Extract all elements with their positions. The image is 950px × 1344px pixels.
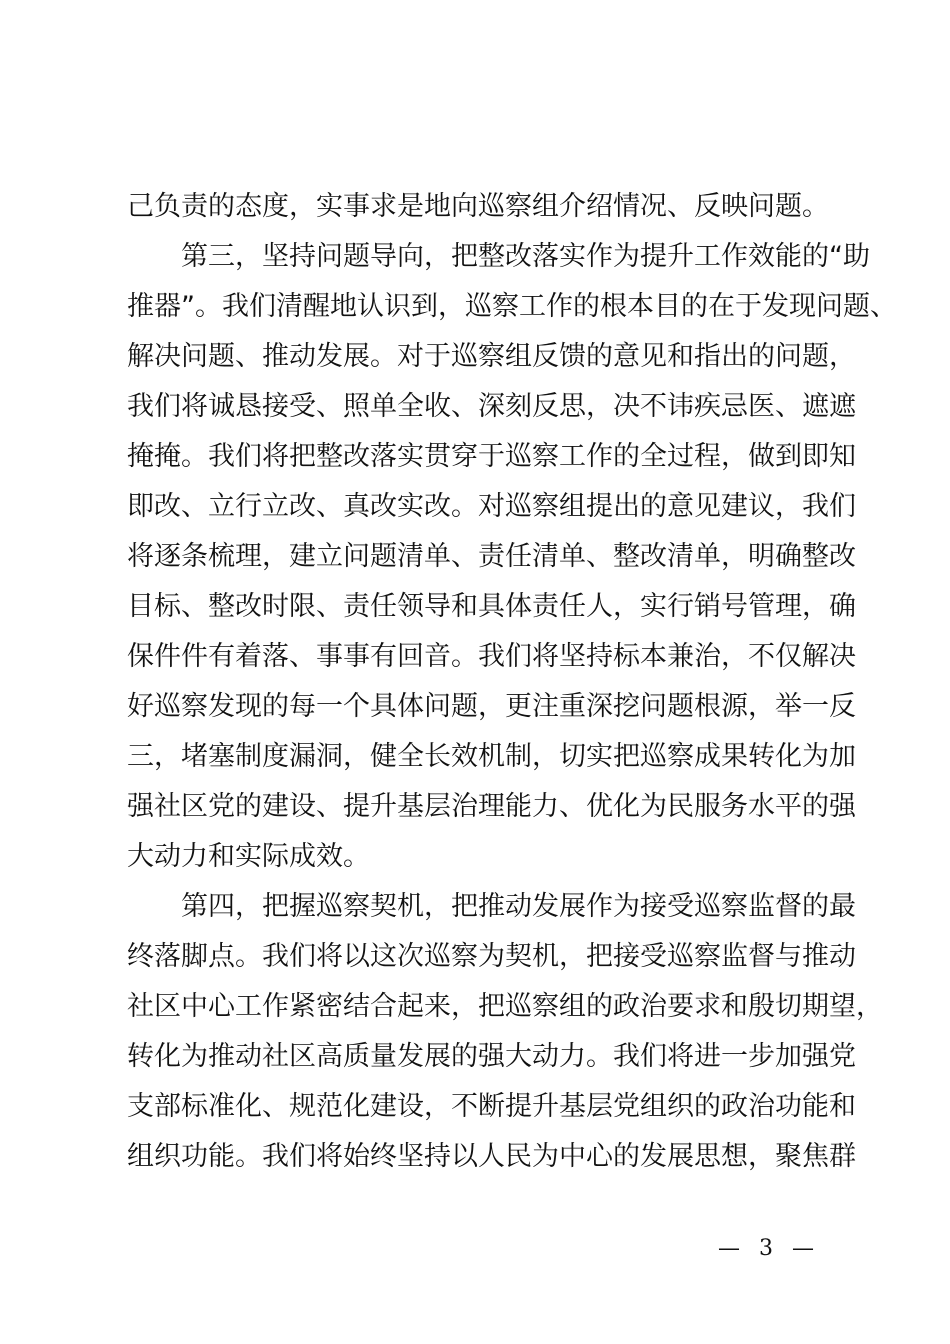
text-line: 我们将诚恳接受、照单全收、深刻反思，决不讳疾忌医、遮遮 [127,391,856,422]
text-line: 三，堵塞制度漏洞，健全长效机制，切实把巡察成果转化为加 [127,741,856,772]
text-line: 转化为推动社区高质量发展的强大动力。我们将进一步加强党 [127,1041,856,1072]
text-line: 保件件有着落、事事有回音。我们将坚持标本兼治，不仅解决 [127,641,856,672]
text-line: 即改、立行立改、真改实改。对巡察组提出的意见建议，我们 [127,491,856,522]
text-line: 掩掩。我们将把整改落实贯穿于巡察工作的全过程，做到即知 [127,441,856,472]
text-line: 目标、整改时限、责任领导和具体责任人，实行销号管理，确 [127,591,856,622]
text-line: 好巡察发现的每一个具体问题，更注重深挖问题根源，举一反 [127,691,856,722]
text-line: 组织功能。我们将始终坚持以人民为中心的发展思想，聚焦群 [127,1141,856,1172]
text-line: 己负责的态度，实事求是地向巡察组介绍情况、反映问题。 [127,191,829,222]
text-line: 将逐条梳理，建立问题清单、责任清单、整改清单，明确整改 [127,541,856,572]
text-line: 大动力和实际成效。 [127,841,370,872]
text-line: 支部标准化、规范化建设，不断提升基层党组织的政治功能和 [127,1091,856,1122]
text-line: 推器”。我们清醒地认识到，巡察工作的根本目的在于发现问题、 [127,291,897,322]
paragraph-start-line: 第三，坚持问题导向，把整改落实作为提升工作效能的“助 [181,241,870,272]
text-line: 社区中心工作紧密结合起来，把巡察组的政治要求和殷切期望， [127,991,883,1022]
text-line: 终落脚点。我们将以这次巡察为契机，把接受巡察监督与推动 [127,941,856,972]
document-body [127,182,897,1182]
text-line: 强社区党的建设、提升基层治理能力、优化为民服务水平的强 [127,791,856,822]
page-number: — 3 — [718,1236,820,1261]
text-line: 解决问题、推动发展。对于巡察组反馈的意见和指出的问题， [127,341,856,372]
paragraph-start-line: 第四，把握巡察契机，把推动发展作为接受巡察监督的最 [181,891,856,922]
